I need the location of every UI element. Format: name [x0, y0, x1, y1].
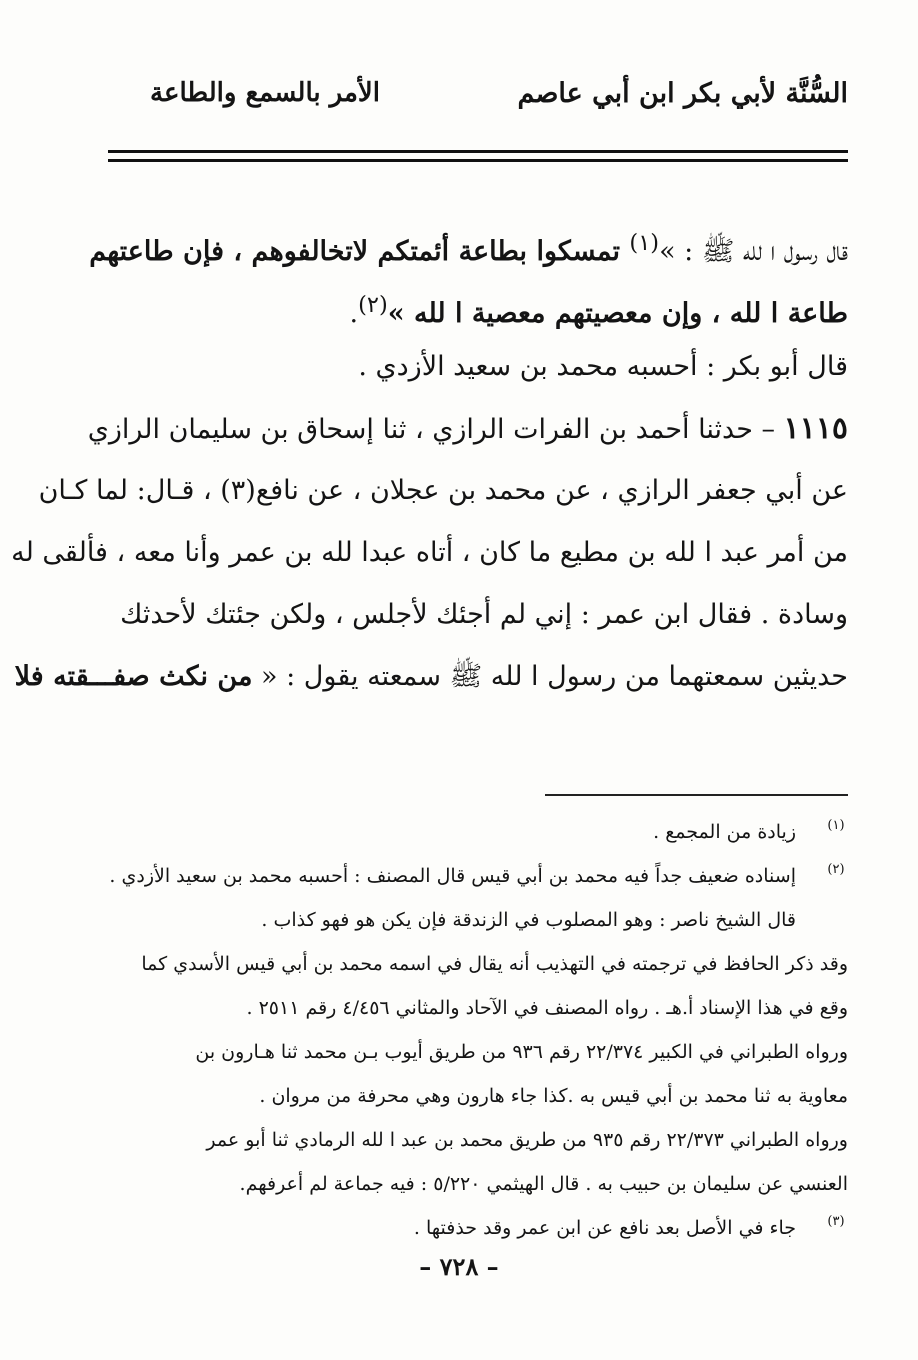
footnote-line: ورواه الطبراني ٢٢/٣٧٣ رقم ٩٣٥ من طريق محمد بن عبد ا لله الرمادي ثنا أبو عمر — [206, 1129, 848, 1151]
chapter-title: الأمر بالسمع والطاعة — [150, 78, 380, 108]
running-header — [150, 78, 848, 122]
text-line: حديثين سمعتهما من رسول ا لله ﷺ سمعته يقول : « من نكث صفـــقته فلا — [14, 661, 848, 692]
footnote-line: وقد ذكر الحافظ في ترجمته في التهذيب أنه يقال في اسمه محمد بن أبي قيس الأسدي كما — [141, 953, 848, 975]
footnote-line: قال الشيخ ناصر : وهو المصلوب في الزندقة فإن يكن هو فهو كذاب . — [261, 909, 796, 931]
header-rule-thick — [108, 150, 848, 153]
footnote-marker: (٢) — [827, 862, 845, 877]
text-line: وسادة . فقال ابن عمر : إني لم أجئك لأجلس ، ولكن جئتك لأحدثك — [120, 599, 848, 630]
main-text — [11, 218, 848, 714]
text-line: عن أبي جعفر الرازي ، عن محمد بن عجلان ، عن نافع(٣) ، قـال: لما كـان — [38, 475, 848, 506]
footnote-line: ورواه الطبراني في الكبير ٢٢/٣٧٤ رقم ٩٣٦ من طريق أيوب بـن محمد ثنا هـارون بن — [195, 1041, 848, 1063]
footnote-1: (١) زيادة من المجمع . — [100, 810, 848, 854]
footnote-line: معاوية به ثنا محمد بن أبي قيس به .كذا جاء هارون وهي محرفة من مروان . — [259, 1085, 848, 1107]
text-line: قال رسول ا لله ﷺ : »$^{(١)}$ تمسكوا بطاعة أئمتكم لاتخالفوهم ، فإن طاعتهم — [89, 230, 848, 267]
footnote-marker: (٣) — [827, 1214, 845, 1229]
footnote-ref: (١) — [629, 230, 660, 256]
footnote-separator — [545, 794, 848, 796]
footnotes — [100, 810, 848, 1250]
hadith-number: ١١١٥ — [783, 411, 848, 446]
header-rule-thin — [108, 159, 848, 162]
text-line: طاعة ا لله ، وإن معصيتهم معصية ا لله »$^{(٢)}$. — [349, 292, 848, 329]
book-title: السُّنَّة لأبي بكر ابن أبي عاصم — [517, 78, 848, 109]
footnote-line: وقع في هذا الإسناد أ.هـ . رواه المصنف في الآحاد والمثاني ٤/٤٥٦ رقم ٢٥١١ . — [246, 997, 848, 1019]
page-number: – ٧٢٨ – — [419, 1252, 499, 1281]
footnote-3: (٣) جاء في الأصل بعد نافع عن ابن عمر وقد حذفتها . — [100, 1206, 848, 1250]
footnote-ref: (٢) — [358, 292, 388, 318]
text-line: قال أبو بكر : أحسبه محمد بن سعيد الأزدي . — [358, 351, 848, 382]
footnote-marker: (١) — [827, 818, 845, 833]
text-line: ١١١٥ – حدثنا أحمد بن الفرات الرازي ، ثنا إسحاق بن سليمان الرازي — [87, 411, 848, 446]
text-line: من أمر عبد ا لله بن مطيع ما كان ، أتاه عبدا لله بن عمر وأنا معه ، فألقى له — [11, 537, 848, 568]
footnote-line: العنسي عن سليمان بن حبيب به . قال الهيثمي ٥/٢٢٠ : فيه جماعة لم أعرفهم. — [239, 1173, 848, 1195]
footnote-2: (٢) إسناده ضعيف جداً فيه محمد بن أبي قيس قال المصنف : أحسبه محمد بن سعيد الأزدي . — [100, 854, 848, 898]
